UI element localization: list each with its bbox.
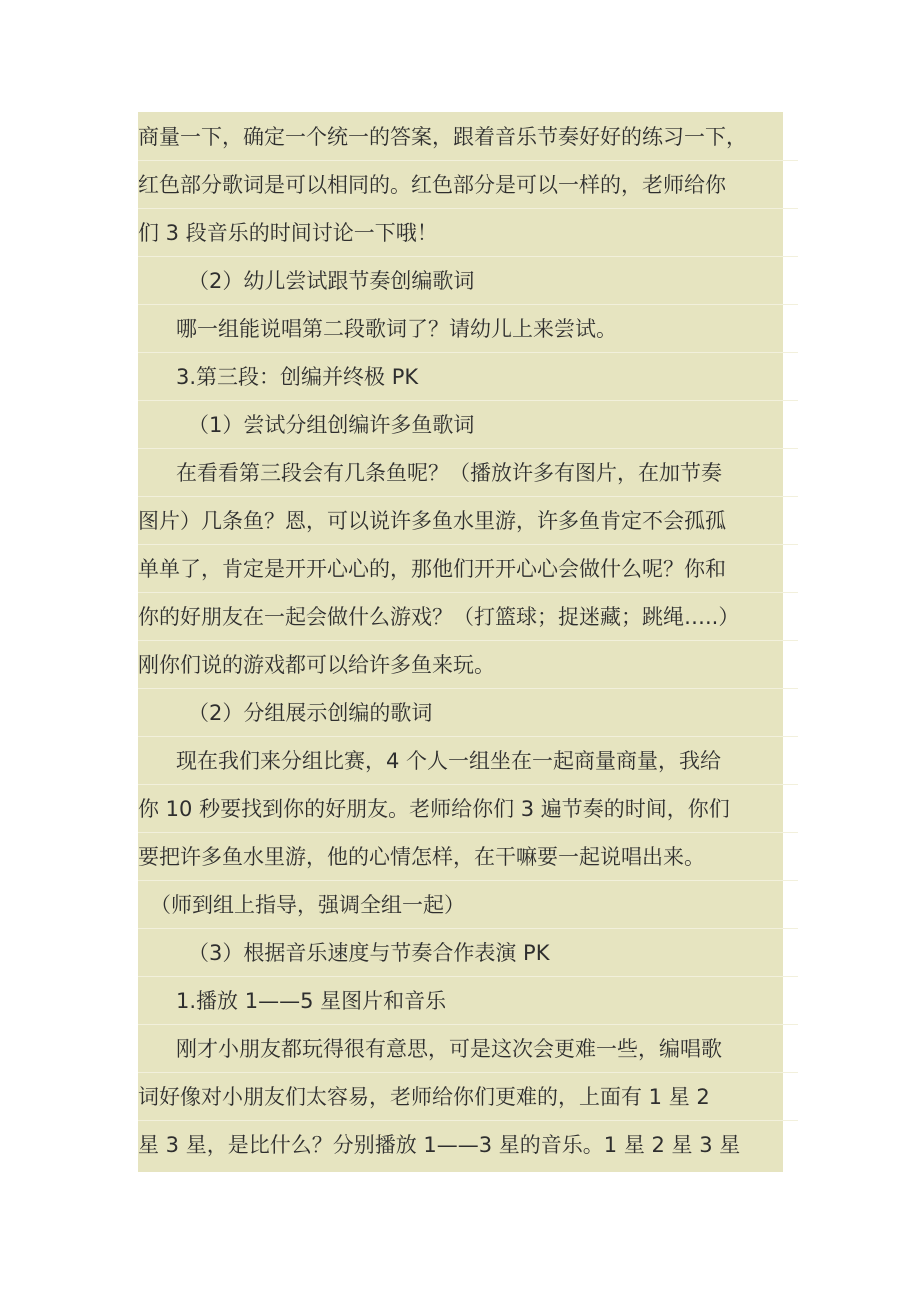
subsection-heading: （2）分组展示创编的歌词 [138, 689, 798, 737]
text-line: 要把许多鱼水里游，他的心情怎样，在干嘛要一起说唱出来。 [138, 833, 798, 881]
section-heading-title: 创编并终极 [280, 365, 386, 389]
text-line: 哪一组能说唱第二段歌词了？请幼儿上来尝试。 [138, 305, 798, 353]
text-line: 你 10 秒要找到你的好朋友。老师给你们 3 遍节奏的时间，你们 [138, 785, 798, 833]
section-heading-suffix: PK [385, 365, 419, 389]
text-line: 们 3 段音乐的时间讨论一下哦！ [138, 209, 798, 257]
text-line: 商量一下，确定一个统一的答案，跟着音乐节奏好好的练习一下， [138, 113, 798, 161]
text-line: 你的好朋友在一起会做什么游戏？（打篮球；捉迷藏；跳绳…..） [138, 593, 798, 641]
subsection-heading: （3）根据音乐速度与节奏合作表演 PK [138, 929, 798, 977]
text-line: 刚你们说的游戏都可以给许多鱼来玩。 [138, 641, 798, 689]
text-line: 1.播放 1——5 星图片和音乐 [138, 977, 798, 1025]
text-line: （师到组上指导，强调全组一起） [138, 881, 798, 929]
text-line: 红色部分歌词是可以相同的。红色部分是可以一样的，老师给你 [138, 161, 798, 209]
subsection-heading: （2）幼儿尝试跟节奏创编歌词 [138, 257, 798, 305]
text-line: 星 3 星，是比什么？分别播放 1——3 星的音乐。1 星 2 星 3 星 [138, 1133, 741, 1157]
text-line: 在看看第三段会有几条鱼呢？（播放许多有图片，在加节奏 [138, 449, 798, 497]
text-line: 刚才小朋友都玩得很有意思，可是这次会更难一些，编唱歌 [138, 1025, 798, 1073]
text-line: 单单了，肯定是开开心心的，那他们开开心心会做什么呢？你和 [138, 545, 798, 593]
section-heading-label: 3.第三段： [176, 365, 281, 389]
text-line: 图片）几条鱼？恩，可以说许多鱼水里游，许多鱼肯定不会孤孤 [138, 497, 798, 545]
subsection-heading: （1）尝试分组创编许多鱼歌词 [138, 401, 798, 449]
section-heading [138, 353, 798, 401]
text-line: 词好像对小朋友们太容易，老师给你们更难的，上面有 1 星 2 [138, 1073, 798, 1121]
text-line: 现在我们来分组比赛，4 个人一组坐在一起商量商量，我给 [138, 737, 798, 785]
